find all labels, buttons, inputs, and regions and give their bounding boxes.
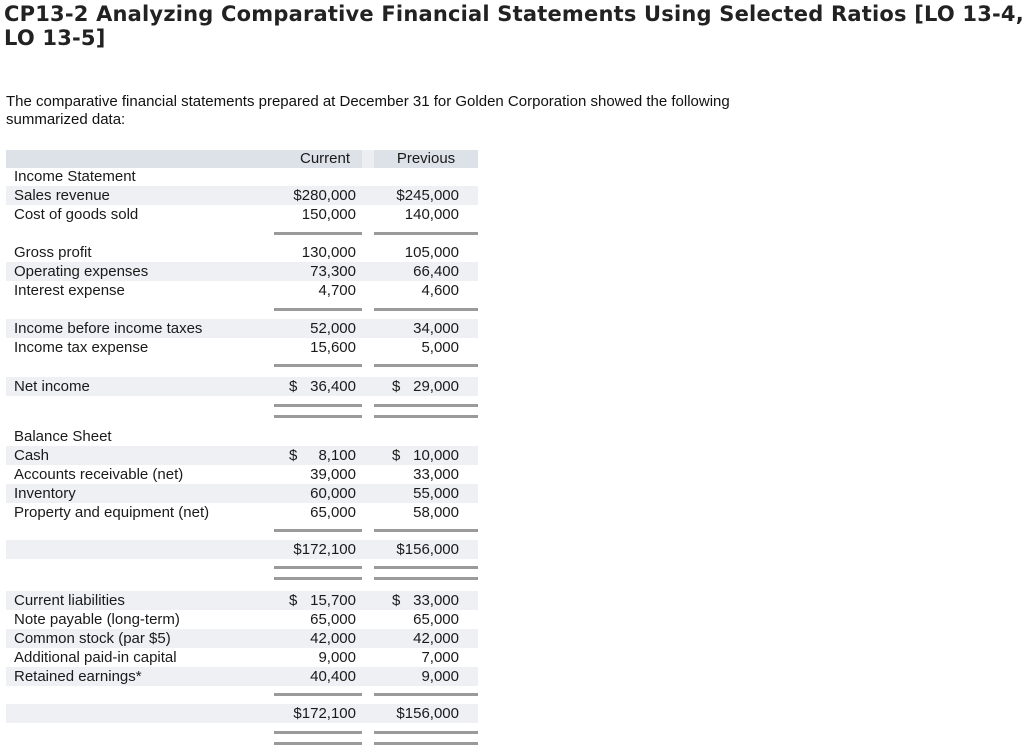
total-liabilities-equity-previous: $156,000 xyxy=(396,705,459,722)
property-equipment-label: Property and equipment (net) xyxy=(14,504,210,521)
currency-symbol: $ xyxy=(392,378,401,395)
balance-sheet-heading: Balance Sheet xyxy=(14,428,112,445)
cogs-previous: 140,000 xyxy=(404,206,459,223)
subtotal-rule xyxy=(374,232,478,235)
note-payable-label: Note payable (long-term) xyxy=(14,611,180,628)
subtotal-rule xyxy=(374,529,478,532)
subtotal-rule xyxy=(374,693,478,696)
interest-expense-label: Interest expense xyxy=(14,282,125,299)
operating-expenses-current: 73,300 xyxy=(310,263,356,280)
table-header-band xyxy=(6,150,274,168)
operating-expenses-previous: 66,400 xyxy=(413,263,459,280)
currency-symbol: $ xyxy=(289,378,298,395)
common-stock-label: Common stock (par $5) xyxy=(14,630,171,647)
income-before-taxes-previous: 34,000 xyxy=(413,320,459,337)
income-statement-heading: Income Statement xyxy=(14,168,136,185)
income-before-taxes-current: 52,000 xyxy=(310,320,356,337)
current-liabilities-label: Current liabilities xyxy=(14,592,125,609)
inventory-previous: 55,000 xyxy=(413,485,459,502)
cogs-label: Cost of goods sold xyxy=(14,206,139,223)
page-title: CP13-2 Analyzing Comparative Financial Statements Using Selected Ratios [LO 13-4, LO 13-5] xyxy=(4,2,1024,50)
currency-symbol: $ xyxy=(392,592,401,609)
retained-earnings-label: Retained earnings* xyxy=(14,668,142,685)
double-rule xyxy=(374,577,478,580)
currency-symbol: $ xyxy=(289,447,298,464)
subtotal-rule xyxy=(374,308,478,311)
cogs-current: 150,000 xyxy=(301,206,356,223)
sales-revenue-label: Sales revenue xyxy=(14,187,110,204)
double-rule xyxy=(274,577,362,580)
gross-profit-label: Gross profit xyxy=(14,244,92,261)
inventory-label: Inventory xyxy=(14,485,76,502)
cash-previous: 10,000 xyxy=(413,447,459,464)
column-header-current: Current xyxy=(299,150,351,167)
retained-earnings-current: 40,400 xyxy=(310,668,356,685)
subtotal-rule xyxy=(274,308,362,311)
apic-label: Additional paid-in capital xyxy=(14,649,177,666)
double-rule xyxy=(374,566,478,569)
column-header-previous: Previous xyxy=(396,150,456,167)
intro-paragraph: The comparative financial statements prepared at December 31 for Golden Corporation showed the following summarized data: xyxy=(6,93,730,128)
property-equipment-previous: 58,000 xyxy=(413,504,459,521)
subtotal-rule xyxy=(374,364,478,367)
subtotal-rule xyxy=(274,232,362,235)
double-rule xyxy=(374,415,478,418)
income-before-taxes-label: Income before income taxes xyxy=(14,320,203,337)
apic-previous: 7,000 xyxy=(421,649,459,666)
sales-revenue-current: $280,000 xyxy=(293,187,356,204)
income-tax-expense-current: 15,600 xyxy=(310,339,356,356)
subtotal-rule xyxy=(274,364,362,367)
note-payable-current: 65,000 xyxy=(310,611,356,628)
net-income-label: Net income xyxy=(14,378,90,395)
net-income-current: 36,400 xyxy=(310,378,356,395)
accounts-receivable-label: Accounts receivable (net) xyxy=(14,466,184,483)
cash-label: Cash xyxy=(14,447,50,464)
subtotal-rule xyxy=(274,693,362,696)
double-rule xyxy=(274,566,362,569)
currency-symbol: $ xyxy=(392,447,401,464)
double-rule xyxy=(374,404,478,407)
double-rule xyxy=(374,742,478,745)
note-payable-previous: 65,000 xyxy=(413,611,459,628)
total-assets-previous: $156,000 xyxy=(396,541,459,558)
income-tax-expense-label: Income tax expense xyxy=(14,339,149,356)
cash-current: 8,100 xyxy=(318,447,356,464)
operating-expenses-label: Operating expenses xyxy=(14,263,149,280)
accounts-receivable-current: 39,000 xyxy=(310,466,356,483)
income-tax-expense-previous: 5,000 xyxy=(421,339,459,356)
subtotal-rule xyxy=(274,529,362,532)
interest-expense-current: 4,700 xyxy=(318,282,356,299)
interest-expense-previous: 4,600 xyxy=(421,282,459,299)
double-rule xyxy=(274,731,362,734)
property-equipment-current: 65,000 xyxy=(310,504,356,521)
double-rule xyxy=(374,731,478,734)
gross-profit-current: 130,000 xyxy=(301,244,356,261)
net-income-previous: 29,000 xyxy=(413,378,459,395)
double-rule xyxy=(274,415,362,418)
total-liabilities-equity-current: $172,100 xyxy=(293,705,356,722)
current-liabilities-current: 15,700 xyxy=(310,592,356,609)
common-stock-previous: 42,000 xyxy=(413,630,459,647)
double-rule xyxy=(274,404,362,407)
accounts-receivable-previous: 33,000 xyxy=(413,466,459,483)
retained-earnings-previous: 9,000 xyxy=(421,668,459,685)
total-assets-current: $172,100 xyxy=(293,541,356,558)
apic-current: 9,000 xyxy=(318,649,356,666)
sales-revenue-previous: $245,000 xyxy=(396,187,459,204)
currency-symbol: $ xyxy=(289,592,298,609)
gross-profit-previous: 105,000 xyxy=(404,244,459,261)
common-stock-current: 42,000 xyxy=(310,630,356,647)
double-rule xyxy=(274,742,362,745)
current-liabilities-previous: 33,000 xyxy=(413,592,459,609)
inventory-current: 60,000 xyxy=(310,485,356,502)
